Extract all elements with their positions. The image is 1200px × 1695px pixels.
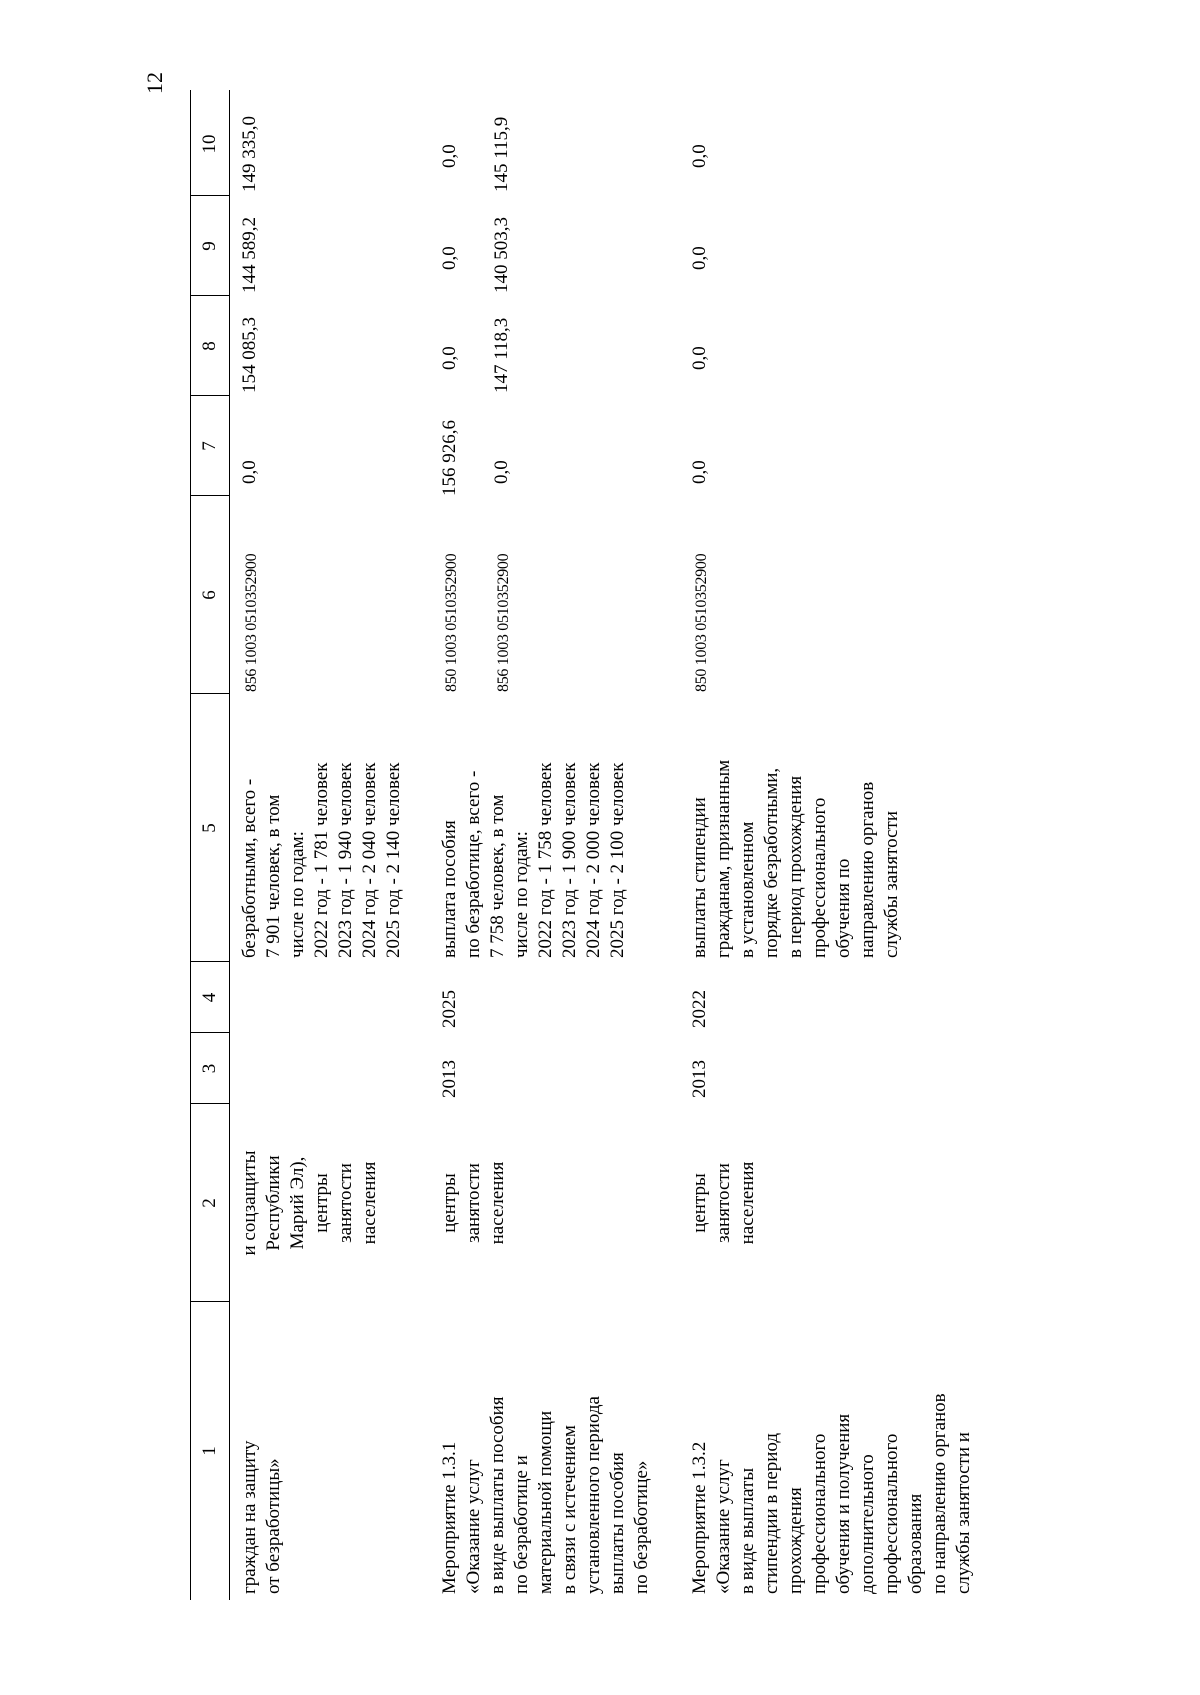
- text-line: стипендии в период: [761, 1432, 782, 1594]
- row2-col4: 2025: [439, 990, 460, 1028]
- text-line: в связи с истечением: [559, 1425, 580, 1594]
- text-line: безработными, всего -: [239, 778, 260, 958]
- row1-col2: [238, 1108, 382, 1298]
- header-col-7: 7: [191, 395, 229, 496]
- text-line: материальной помощи: [535, 1410, 556, 1594]
- text-line: в период прохождения: [785, 775, 806, 958]
- text-line: 2022 год - 1 781 человек: [311, 762, 332, 958]
- text-line: направлению органов: [857, 781, 878, 958]
- row3-col4: 2022: [689, 990, 710, 1028]
- text-line: выплаты пособия: [607, 1452, 628, 1594]
- text-line: 7 758 человек, в том: [487, 794, 508, 958]
- row2-col10-a: 0,0: [439, 144, 460, 168]
- header-col-6: 6: [191, 495, 229, 694]
- text-line: «Оказание услуг: [713, 1459, 734, 1594]
- page-number: 12: [142, 72, 167, 94]
- text-line: Республики: [263, 1155, 284, 1251]
- text-line: 2023 год - 1 940 человек: [335, 762, 356, 958]
- text-line: выплата пособия: [439, 820, 460, 958]
- row1-col8: 154 085,3: [239, 317, 260, 393]
- text-line: 2024 год - 2 040 человек: [359, 762, 380, 958]
- row1-col1: [238, 1306, 286, 1594]
- text-line: службы занятости: [881, 811, 902, 958]
- text-line: центры: [439, 1173, 460, 1233]
- header-col-4: 4: [191, 961, 229, 1033]
- text-line: занятости: [713, 1163, 734, 1243]
- text-line: порядке безработными,: [761, 767, 782, 958]
- text-line: профессионального: [809, 797, 830, 958]
- text-line: по безработице и: [511, 1455, 532, 1594]
- text-line: по безработице, всего -: [463, 770, 484, 958]
- text-line: 2022 год - 1 758 человек: [535, 762, 556, 958]
- row3-col1: [688, 1306, 976, 1594]
- text-line: установленного периода: [583, 1396, 604, 1594]
- row1-col5: [238, 696, 406, 958]
- row1-col7: 0,0: [239, 460, 260, 484]
- text-line: образования: [905, 1493, 926, 1594]
- header-col-5: 5: [191, 693, 229, 962]
- header-col-2: 2: [191, 1103, 229, 1302]
- text-line: числе по годам:: [511, 831, 532, 958]
- text-line: обучения и получения: [833, 1413, 854, 1594]
- table-header: [190, 90, 230, 1600]
- text-line: числе по годам:: [287, 831, 308, 958]
- text-line: по направлению органов: [929, 1393, 950, 1594]
- text-line: в виде выплаты пособия: [487, 1396, 508, 1594]
- row2-col1: [438, 1306, 654, 1594]
- text-line: от безработицы»: [263, 1458, 284, 1594]
- text-line: Мероприятие 1.3.1: [439, 1441, 460, 1594]
- text-line: 7 901 человек, в том: [263, 794, 284, 958]
- row1-col10: 149 335,0: [239, 116, 260, 192]
- row2-col6-b: 856 1003 0510352900: [495, 553, 512, 692]
- row3-col10: 0,0: [689, 144, 710, 168]
- row3-col5: [688, 696, 904, 958]
- header-col-3: 3: [191, 1032, 229, 1104]
- text-line: обучения по: [833, 858, 854, 958]
- row1-col9: 144 589,2: [239, 217, 260, 293]
- text-line: центры: [311, 1173, 332, 1233]
- text-line: населения: [487, 1161, 508, 1245]
- text-line: центры: [689, 1173, 710, 1233]
- text-line: 2024 год - 2 000 человек: [583, 762, 604, 958]
- text-line: профессионального: [809, 1433, 830, 1594]
- rotated-table: [190, 90, 990, 1600]
- row3-col7: 0,0: [689, 460, 710, 484]
- header-col-1: 1: [191, 1301, 229, 1600]
- row2-col9-b: 140 503,3: [491, 217, 512, 293]
- text-line: занятости: [335, 1163, 356, 1243]
- row3-col9: 0,0: [689, 246, 710, 270]
- text-line: «Оказание услуг: [463, 1459, 484, 1594]
- row3-col3: 2013: [689, 1060, 710, 1098]
- text-line: в виде выплаты: [737, 1467, 758, 1594]
- row2-col10-b: 145 115,9: [491, 116, 512, 192]
- text-line: 2023 год - 1 900 человек: [559, 762, 580, 958]
- row2-col2: [438, 1108, 510, 1298]
- text-line: граждан на защиту: [239, 1440, 260, 1594]
- text-line: 2025 год - 2 100 человек: [607, 762, 628, 958]
- row2-col6-a: 850 1003 0510352900: [443, 553, 460, 692]
- row3-col8: 0,0: [689, 346, 710, 370]
- text-line: занятости: [463, 1163, 484, 1243]
- text-line: Марий Эл),: [287, 1156, 308, 1250]
- text-line: дополнительного: [857, 1454, 878, 1594]
- text-line: выплаты стипендии: [689, 797, 710, 958]
- row2-col3: 2013: [439, 1060, 460, 1098]
- header-col-8: 8: [191, 295, 229, 396]
- text-line: населения: [737, 1161, 758, 1245]
- row2-col5: [438, 696, 630, 958]
- row2-col9-a: 0,0: [439, 246, 460, 270]
- row2-col7-b: 0,0: [491, 460, 512, 484]
- text-line: гражданам, признанным: [713, 759, 734, 958]
- row2-col8-a: 0,0: [439, 346, 460, 370]
- header-col-9: 9: [191, 195, 229, 296]
- text-line: по безработице»: [631, 1460, 652, 1594]
- row2-col8-b: 147 118,3: [491, 317, 512, 393]
- text-line: службы занятости и: [953, 1432, 974, 1594]
- text-line: профессионального: [881, 1433, 902, 1594]
- row1-col6: 856 1003 0510352900: [243, 553, 260, 692]
- text-line: Мероприятие 1.3.2: [689, 1441, 710, 1594]
- row3-col2: [688, 1108, 760, 1298]
- text-line: 2025 год - 2 140 человек: [383, 762, 404, 958]
- row2-col7-a: 156 926,6: [439, 420, 460, 496]
- text-line: в установленном: [737, 821, 758, 958]
- text-line: населения: [359, 1161, 380, 1245]
- text-line: и соцзащиты: [239, 1150, 260, 1256]
- text-line: прохождения: [785, 1487, 806, 1594]
- row3-col6: 850 1003 0510352900: [693, 553, 710, 692]
- header-col-10: 10: [199, 134, 220, 154]
